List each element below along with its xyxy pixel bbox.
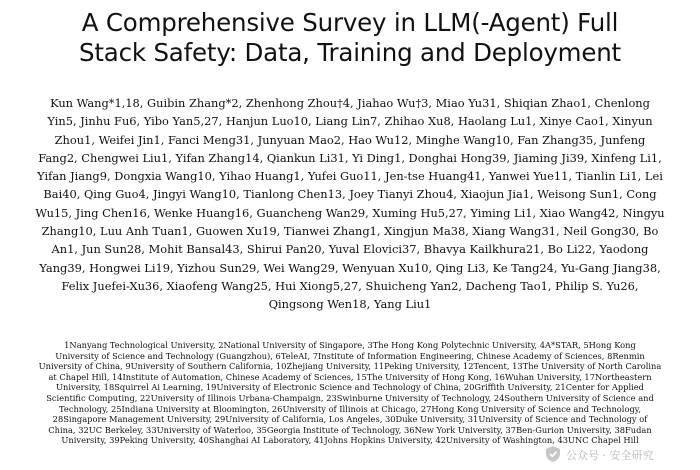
author-line: Yifan Jiang9, Dongxia Wang10, Yihao Huang1, Yufei Guo11, Jen-tse Huang41, Yanwei Yue11, Tianlin Li1, Lei xyxy=(37,169,663,184)
author-line: An1, Jun Sun28, Mohit Bansal43, Shirui Pan20, Yuval Elovici37, Bhavya Kailkhura21, Bo Li22, Yaodong xyxy=(51,242,649,257)
author-line: Qingsong Wen18, Yang Liu1 xyxy=(268,297,432,312)
affiliation-line: 28Singapore Management University, 29University of California, Los Angeles, 30Duke University, 31University of Science and Technology of xyxy=(52,414,648,425)
title-line: A Comprehensive Survey in LLM(-Agent) Full xyxy=(81,8,619,37)
affiliation-list xyxy=(12,340,688,446)
author-line: Wu15, Jing Chen16, Wenke Huang16, Guancheng Wan29, Xuming Hu5,27, Yiming Li1, Xiao Wang42, Ningyu xyxy=(35,205,665,220)
affiliation-line: Scientific Computing, 22University of Illinois Urbana-Champaign, 23Swinburne University of Technology, 24Southern University of Science and xyxy=(46,392,654,403)
affiliation-line: University, 39Peking University, 40Shanghai AI Laboratory, 41Johns Hopkins University, 42University of Washington, 43UNC Chapel Hill xyxy=(61,435,639,446)
author-line: Zhou1, Weifei Jin1, Fanci Meng31, Junyuan Mao2, Hao Wu12, Minghe Wang10, Fan Zhang35, Junfeng xyxy=(54,132,646,147)
title-line: Stack Safety: Data, Training and Deployment xyxy=(79,38,621,67)
paper-title xyxy=(20,8,680,68)
shield-icon xyxy=(544,445,562,463)
affiliation-line: 1Nanyang Technological University, 2National University of Singapore, 3The Hong Kong Polytechnic University, 4A*STAR, 5Hong Kong xyxy=(64,340,636,350)
author-line: Zhang10, Luu Anh Tuan1, Guowen Xu19, Tianwei Zhang1, Xingjun Ma38, Xiang Wang31, Neil Gong30, Bo xyxy=(41,224,659,239)
watermark-text: 公众号 · 安全研究 xyxy=(566,449,654,462)
author-line: Felix Juefei-Xu36, Xiaofeng Wang25, Hui Xiong5,27, Shuicheng Yan2, Dacheng Tao1, Philip S. Yu26, xyxy=(61,278,639,293)
author-line: Yin5, Jinhu Fu6, Yibo Yan5,27, Hanjun Luo10, Liang Lin7, Zhihao Xu8, Haolang Lu1, Xinye Cao1, Xinyun xyxy=(47,114,653,129)
author-line: Kun Wang*1,18, Guibin Zhang*2, Zhenhong Zhou†4, Jiahao Wu†3, Miao Yu31, Shiqian Zhao1, Chenlong xyxy=(50,96,650,110)
affiliation-line: China, 32UC Berkeley, 33University of Waterloo, 35Georgia Institute of Technology, 36New York University, 37Ben-Gurion University, 38Fudan xyxy=(48,424,652,435)
affiliation-line: University of China, 9University of Southern California, 10Zhejiang University, 11Peking University, 12Tencent, 13The University of North Carolina xyxy=(38,361,662,372)
affiliation-line: Technology, 25Indiana University at Bloomington, 26University of Illinois at Chicago, 27Hong Kong University of Science and Technology, xyxy=(59,403,641,414)
affiliation-line: University of Science and Technology (Guangzhou), 6TeleAI, 7Institute of Information Engineering, Chinese Academy of Sciences, 8Renmin xyxy=(55,350,645,361)
affiliation-line: at Chapel Hill, 14Institute of Automation, Chinese Academy of Sciences, 15The University of Hong Kong, 16Wuhan University, 17Northeastern xyxy=(48,371,652,382)
author-line: Bai40, Qing Guo4, Jingyi Wang10, Tianlong Chen13, Joey Tianyi Zhou4, Xiaojun Jia1, Weisong Sun1, Cong xyxy=(43,187,657,202)
author-line: Fang2, Chengwei Liu1, Yifan Zhang14, Qiankun Li31, Yi Ding1, Donghai Hong39, Jiaming Ji39, Xinfeng Li1, xyxy=(38,150,662,165)
author-line: Yang39, Hongwei Li19, Yizhou Sun29, Wei Wang29, Wenyuan Xu10, Qing Li3, Ke Tang24, Yu-Gang Jiang38, xyxy=(39,260,661,275)
affiliation-line: University, 18Squirrel Ai Learning, 19University of Electronic Science and Technology of China, 20Griffith University, 21Center for Applied xyxy=(56,382,644,393)
author-list xyxy=(18,94,682,314)
watermark xyxy=(544,444,694,466)
